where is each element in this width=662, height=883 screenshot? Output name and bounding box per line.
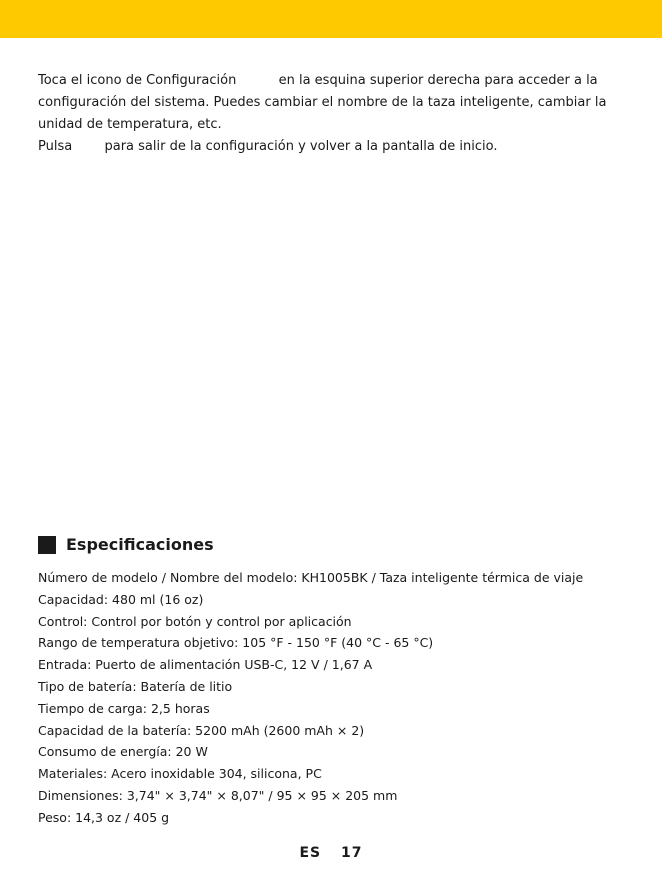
spec-item: Tiempo de carga: 2,5 horas	[38, 700, 210, 716]
spec-item: Capacidad de la batería: 5200 mAh (2600 mAh × 2)	[38, 722, 365, 738]
spec-item: Entrada: Puerto de alimentación USB-C, 12 V / 1,67 A	[38, 657, 373, 673]
spec-item: Capacidad: 480 ml (16 oz)	[38, 591, 204, 607]
settings-paragraph-end: en la esquina superior derecha para acceder a la configuración del sistema. Puedes cambiar el nombre de la taza inteligente, cambiar la unidad de temperatura, etc.	[38, 73, 607, 132]
specs-title: Especificaciones	[66, 535, 214, 554]
gear-icon	[240, 74, 274, 88]
spec-item: Peso: 14,3 oz / 405 g	[38, 809, 170, 825]
settings-paragraph	[38, 70, 628, 136]
intro-text	[38, 70, 628, 158]
spec-item: Materiales: Acero inoxidable 304, silicona, PC	[38, 766, 322, 782]
back-icon	[76, 140, 100, 154]
exit-paragraph-end: para salir de la configuración y volver a la pantalla de inicio.	[104, 139, 498, 154]
spec-item: Número de modelo / Nombre del modelo: KH1005BK / Taza inteligente térmica de viaje	[38, 570, 584, 585]
spec-item: Consumo de energía: 20 W	[38, 744, 208, 760]
page-number: 17	[341, 845, 363, 861]
exit-paragraph-start: Pulsa	[38, 139, 73, 154]
square-bullet-icon	[38, 536, 56, 554]
spec-item: Dimensiones: 3,74" × 3,74" × 8,07" / 95 × 95 × 205 mm	[38, 787, 398, 803]
spec-item: Control: Control por botón y control por aplicación	[38, 613, 352, 629]
exit-paragraph	[38, 136, 628, 158]
header-bar	[0, 0, 662, 38]
spec-item: Rango de temperatura objetivo: 105 °F - 150 °F (40 °C - 65 °C)	[38, 635, 434, 651]
page-footer	[0, 845, 662, 861]
settings-paragraph-start: Toca el icono de Configuración	[38, 73, 237, 88]
specs-heading	[38, 535, 214, 554]
spec-item: Tipo de batería: Batería de litio	[38, 678, 233, 694]
specs-list	[38, 567, 638, 829]
language-code: ES	[299, 845, 322, 861]
